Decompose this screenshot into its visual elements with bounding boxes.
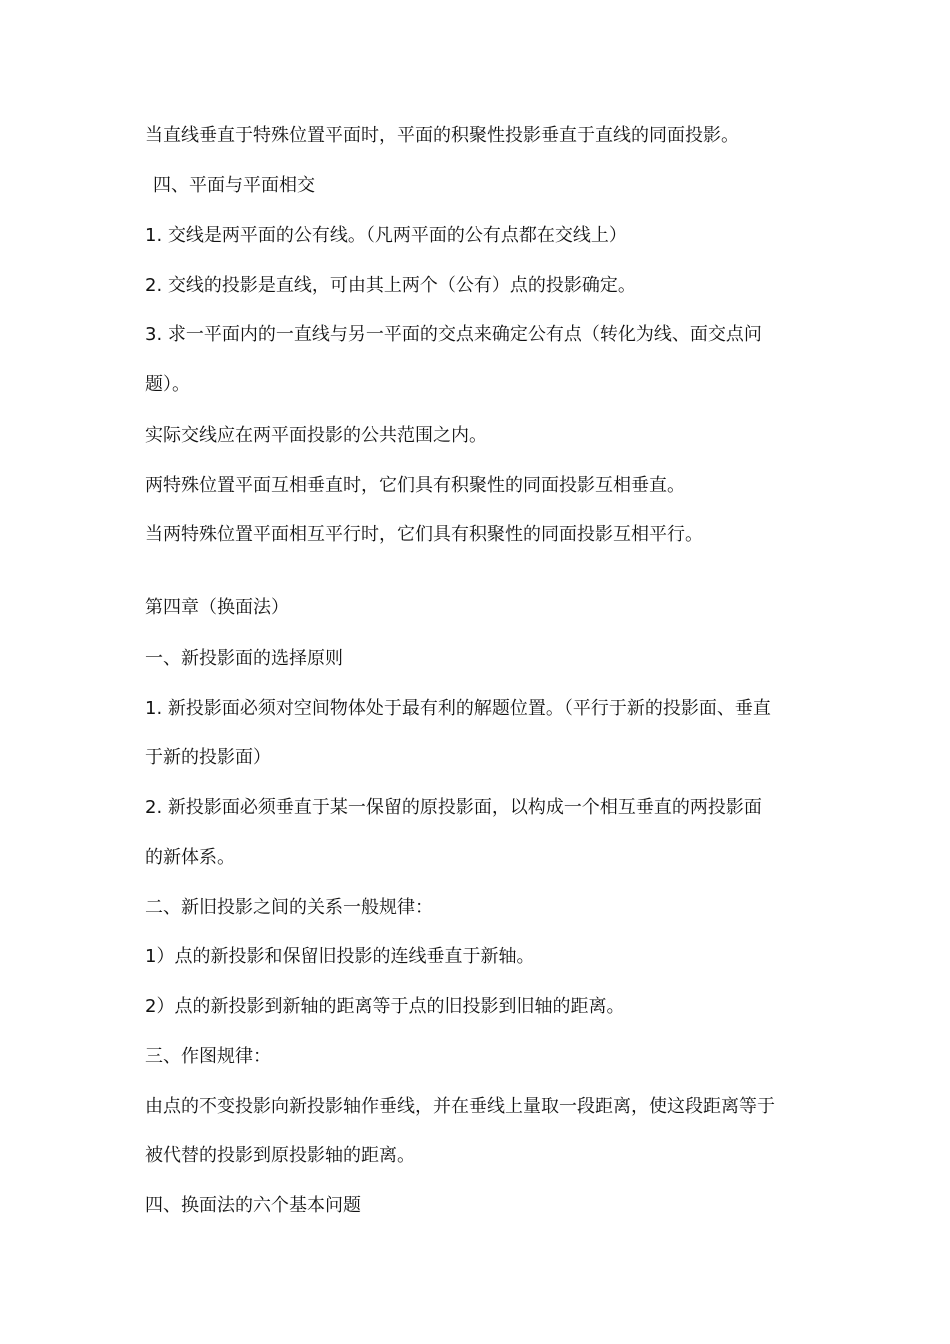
- list-item: 1. 新投影面必须对空间物体处于最有利的解题位置。（平行于新的投影面、垂直: [145, 698, 771, 719]
- list-item: 1）点的新投影和保留旧投影的连线垂直于新轴。: [145, 946, 535, 967]
- section-heading: 二、新旧投影之间的关系一般规律：: [145, 897, 433, 918]
- list-item-continuation: 于新的投影面）: [145, 747, 271, 768]
- section-heading: 四、平面与平面相交: [153, 175, 315, 196]
- section-heading: 一、新投影面的选择原则: [145, 648, 343, 669]
- list-item: 2）点的新投影到新轴的距离等于点的旧投影到旧轴的距离。: [145, 996, 625, 1017]
- section-heading: 四、换面法的六个基本问题: [145, 1195, 361, 1216]
- paragraph-line: 两特殊位置平面互相垂直时，它们具有积聚性的同面投影互相垂直。: [145, 475, 685, 496]
- paragraph-line: 实际交线应在两平面投影的公共范围之内。: [145, 425, 487, 446]
- chapter-heading: 第四章（换面法）: [145, 597, 289, 618]
- paragraph-line: 被代替的投影到原投影轴的距离。: [145, 1145, 415, 1166]
- list-item-continuation: 题）。: [145, 374, 190, 395]
- list-item: 2. 交线的投影是直线，可由其上两个（公有）点的投影确定。: [145, 275, 636, 296]
- section-heading: 三、作图规律：: [145, 1046, 271, 1067]
- list-item: 3. 求一平面内的一直线与另一平面的交点来确定公有点（转化为线、面交点问: [145, 324, 762, 345]
- list-item: 1. 交线是两平面的公有线。（凡两平面的公有点都在交线上）: [145, 225, 627, 246]
- paragraph-line: 由点的不变投影向新投影轴作垂线，并在垂线上量取一段距离，使这段距离等于: [145, 1096, 775, 1117]
- paragraph-line: 当直线垂直于特殊位置平面时，平面的积聚性投影垂直于直线的同面投影。: [145, 125, 739, 146]
- list-item-continuation: 的新体系。: [145, 847, 235, 868]
- paragraph-line: 当两特殊位置平面相互平行时，它们具有积聚性的同面投影互相平行。: [145, 524, 703, 545]
- list-item: 2. 新投影面必须垂直于某一保留的原投影面，以构成一个相互垂直的两投影面: [145, 797, 762, 818]
